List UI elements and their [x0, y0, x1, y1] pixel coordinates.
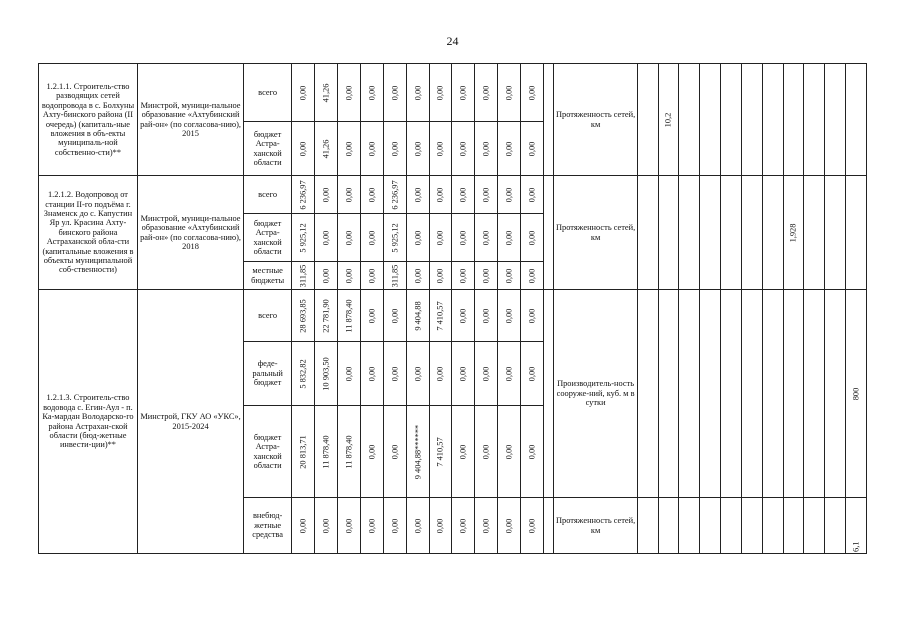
executor: Минстрой, ГКУ АО «УКС», 2015-2024 — [137, 290, 243, 554]
amount-value: 0,00 — [344, 518, 354, 533]
target-cell — [700, 64, 721, 176]
target-cell — [741, 64, 762, 176]
funding-source: внебюд-жетные средства — [244, 498, 292, 554]
amount-cell — [314, 214, 337, 262]
amount-cell — [292, 122, 315, 176]
amount-cell — [360, 406, 383, 498]
amount-value: 0,00 — [458, 518, 468, 533]
amount-value: 0,00 — [367, 141, 377, 156]
target-cell — [658, 64, 679, 176]
target-cell — [825, 498, 846, 554]
target-cell — [658, 290, 679, 498]
amount-value: 0,00 — [412, 268, 422, 283]
page-number: 24 — [446, 34, 459, 48]
amount-value: 0,00 — [504, 518, 514, 533]
target-cell — [741, 176, 762, 290]
amount-value: 0,00 — [435, 141, 445, 156]
amount-cell — [521, 214, 544, 262]
funding-source: всего — [244, 176, 292, 214]
amount-value: 0,00 — [389, 518, 399, 533]
target-cell — [804, 290, 825, 498]
amount-cell — [521, 342, 544, 406]
amount-cell — [475, 262, 498, 290]
amount-value: 0,00 — [458, 230, 468, 245]
amount-cell — [452, 290, 475, 342]
amount-value: 0,00 — [344, 268, 354, 283]
amount-value: 7 410,57 — [435, 300, 445, 331]
amount-value: 0,00 — [298, 85, 308, 100]
amount-value: 0,00 — [527, 518, 537, 533]
amount-cell — [429, 342, 452, 406]
amount-value: 0,00 — [527, 366, 537, 381]
amount-value: 0,00 — [298, 141, 308, 156]
amount-value: 0,00 — [344, 230, 354, 245]
amount-value: 0,00 — [389, 366, 399, 381]
amount-cell — [383, 64, 406, 122]
amount-cell — [429, 498, 452, 554]
measure-name: 1.2.1.2. Водопровод от станции II-го подъёма г. Знаменск до с. Капустин Яр ул. Красина Ахту-бинского района Астраханской обла-сти (капитальные вложения в объекты муниципальной соб-ственности) — [39, 176, 138, 290]
amount-cell — [475, 122, 498, 176]
amount-cell — [521, 498, 544, 554]
amount-cell — [429, 290, 452, 342]
amount-cell — [475, 342, 498, 406]
amount-cell — [292, 214, 315, 262]
amount-cell — [452, 406, 475, 498]
amount-cell — [314, 64, 337, 122]
target-cell — [637, 290, 658, 498]
amount-value: 0,00 — [527, 85, 537, 100]
table-row — [39, 64, 867, 122]
target-cell — [825, 176, 846, 290]
amount-value: 0,00 — [367, 308, 377, 323]
amount-cell — [475, 290, 498, 342]
amount-cell — [521, 176, 544, 214]
amount-value: 0,00 — [412, 85, 422, 100]
amount-value: 0,00 — [367, 518, 377, 533]
target-cell — [637, 176, 658, 290]
amount-value: 0,00 — [458, 366, 468, 381]
target-cell — [721, 64, 742, 176]
amount-value: 0,00 — [527, 308, 537, 323]
amount-value: 0,00 — [458, 187, 468, 202]
amount-value: 0,00 — [435, 268, 445, 283]
amount-cell — [383, 498, 406, 554]
funding-source: феде-ральный бюджет — [244, 342, 292, 406]
amount-cell — [406, 64, 429, 122]
amount-value: 0,00 — [321, 187, 331, 202]
amount-cell — [337, 64, 360, 122]
funding-source: всего — [244, 64, 292, 122]
target-value: 10,2 — [663, 112, 673, 127]
table-row — [39, 176, 867, 214]
amount-cell — [406, 214, 429, 262]
amount-cell — [521, 262, 544, 290]
amount-value: 0,00 — [435, 366, 445, 381]
target-value: 1,928 — [788, 223, 798, 242]
amount-cell — [406, 290, 429, 342]
amount-cell — [429, 406, 452, 498]
amount-cell — [360, 498, 383, 554]
target-cell — [679, 290, 700, 498]
target-cell — [825, 64, 846, 176]
amount-cell — [498, 176, 521, 214]
amount-value: 0,00 — [412, 187, 422, 202]
table-row — [39, 290, 867, 342]
amount-value: 5 925,12 — [298, 222, 308, 253]
amount-value: 0,00 — [389, 444, 399, 459]
amount-cell — [406, 342, 429, 406]
amount-value: 0,00 — [504, 268, 514, 283]
amount-cell — [292, 290, 315, 342]
amount-cell — [406, 406, 429, 498]
amount-value: 7 410,57 — [435, 436, 445, 467]
amount-cell — [360, 342, 383, 406]
target-cell — [637, 498, 658, 554]
amount-value: 0,00 — [527, 268, 537, 283]
target-cell — [762, 176, 783, 290]
amount-value: 0,00 — [344, 85, 354, 100]
target-cell — [846, 290, 867, 498]
amount-cell — [314, 262, 337, 290]
amount-value: 0,00 — [481, 268, 491, 283]
amount-value: 0,00 — [344, 141, 354, 156]
separator — [544, 498, 554, 554]
amount-cell — [314, 290, 337, 342]
amount-cell — [360, 262, 383, 290]
target-cell — [658, 176, 679, 290]
amount-value: 9 404,88****** — [412, 424, 422, 479]
amount-cell — [452, 64, 475, 122]
amount-value: 0,00 — [481, 141, 491, 156]
amount-cell — [498, 498, 521, 554]
amount-cell — [429, 262, 452, 290]
amount-value: 0,00 — [504, 187, 514, 202]
amount-cell — [452, 262, 475, 290]
amount-value: 0,00 — [458, 308, 468, 323]
target-cell — [846, 64, 867, 176]
amount-value: 0,00 — [412, 230, 422, 245]
amount-cell — [337, 176, 360, 214]
amount-value: 41,26 — [321, 83, 331, 102]
target-cell — [679, 176, 700, 290]
amount-cell — [498, 122, 521, 176]
amount-value: 0,00 — [389, 308, 399, 323]
amount-cell — [406, 498, 429, 554]
target-cell — [804, 64, 825, 176]
amount-cell — [360, 214, 383, 262]
target-cell — [783, 64, 804, 176]
amount-cell — [337, 290, 360, 342]
amount-cell — [521, 290, 544, 342]
amount-value: 0,00 — [481, 308, 491, 323]
amount-cell — [498, 290, 521, 342]
amount-value: 11 878,40 — [344, 298, 354, 333]
amount-value: 22 781,90 — [321, 298, 331, 333]
amount-value: 0,00 — [504, 85, 514, 100]
amount-value: 0,00 — [458, 85, 468, 100]
indicator-name: Протяженность сетей, км — [554, 176, 637, 290]
amount-cell — [292, 262, 315, 290]
amount-cell — [292, 406, 315, 498]
amount-value: 0,00 — [481, 230, 491, 245]
amount-cell — [429, 176, 452, 214]
amount-value: 0,00 — [412, 141, 422, 156]
target-cell — [825, 290, 846, 498]
amount-value: 0,00 — [367, 85, 377, 100]
amount-value: 0,00 — [504, 141, 514, 156]
amount-value: 0,00 — [367, 444, 377, 459]
funding-source: всего — [244, 290, 292, 342]
target-cell — [846, 176, 867, 290]
target-cell — [679, 64, 700, 176]
amount-cell — [521, 64, 544, 122]
target-cell — [741, 498, 762, 554]
amount-cell — [521, 406, 544, 498]
target-cell — [804, 176, 825, 290]
amount-cell — [498, 342, 521, 406]
amount-cell — [429, 64, 452, 122]
amount-cell — [452, 214, 475, 262]
amount-value: 0,00 — [435, 230, 445, 245]
amount-value: 0,00 — [481, 187, 491, 202]
amount-value: 311,85 — [298, 264, 308, 287]
amount-value: 0,00 — [527, 444, 537, 459]
amount-value: 0,00 — [435, 518, 445, 533]
amount-value: 0,00 — [367, 230, 377, 245]
target-cell — [700, 498, 721, 554]
amount-cell — [383, 176, 406, 214]
amount-value: 0,00 — [389, 85, 399, 100]
amount-value: 0,00 — [321, 230, 331, 245]
amount-cell — [337, 262, 360, 290]
target-cell — [762, 290, 783, 498]
executor: Минстрой, муници-пальное образование «Ахтубинский рай-он» (по согласова-нию), 2018 — [137, 176, 243, 290]
amount-value: 0,00 — [527, 230, 537, 245]
measure-name: 1.2.1.1. Строитель-ство разводящих сетей водопровода в с. Болхуны Ахту-бинского района (II очередь) (капиталь-ные вложения в объ-екты муниципаль-ной собственно-сти)** — [39, 64, 138, 176]
target-cell — [721, 498, 742, 554]
amount-value: 0,00 — [298, 518, 308, 533]
target-cell — [783, 290, 804, 498]
amount-value: 6 236,97 — [298, 179, 308, 210]
amount-cell — [475, 214, 498, 262]
amount-cell — [337, 498, 360, 554]
amount-cell — [452, 176, 475, 214]
amount-cell — [337, 342, 360, 406]
amount-cell — [360, 122, 383, 176]
amount-value: 0,00 — [344, 187, 354, 202]
funding-source: бюджет Астра-ханской области — [244, 406, 292, 498]
amount-value: 0,00 — [458, 268, 468, 283]
amount-value: 311,85 — [389, 264, 399, 287]
amount-cell — [337, 406, 360, 498]
measure-name: 1.2.1.3. Строитель-ство водовода с. Егин-Аул - п. Ка-мардан Володарско-го района Астрахан-ской области (бюд-жетные инвести-ции)** — [39, 290, 138, 554]
target-cell — [846, 498, 867, 554]
amount-cell — [429, 122, 452, 176]
amount-value: 41,26 — [321, 139, 331, 158]
indicator-name: Протяженность сетей, км — [554, 498, 637, 554]
indicator-name: Производитель-ность сооруже-ний, куб. м в сутки — [554, 290, 637, 498]
amount-value: 0,00 — [527, 187, 537, 202]
amount-value: 0,00 — [435, 85, 445, 100]
amount-value: 0,00 — [504, 308, 514, 323]
amount-cell — [475, 64, 498, 122]
amount-value: 6 236,97 — [389, 179, 399, 210]
amount-cell — [475, 498, 498, 554]
amount-cell — [383, 342, 406, 406]
amount-value: 20 813,71 — [298, 434, 308, 469]
amount-cell — [406, 122, 429, 176]
target-cell — [721, 176, 742, 290]
target-cell — [783, 176, 804, 290]
target-cell — [658, 498, 679, 554]
amount-value: 11 878,40 — [321, 434, 331, 469]
target-cell — [679, 498, 700, 554]
target-cell — [762, 498, 783, 554]
amount-cell — [406, 176, 429, 214]
target-value: 6,1 — [851, 541, 861, 552]
amount-cell — [383, 290, 406, 342]
target-value: 800 — [851, 387, 861, 400]
amount-cell — [360, 290, 383, 342]
amount-cell — [498, 214, 521, 262]
target-cell — [783, 498, 804, 554]
amount-value: 0,00 — [367, 366, 377, 381]
amount-value: 0,00 — [504, 366, 514, 381]
amount-cell — [521, 122, 544, 176]
amount-cell — [314, 406, 337, 498]
amount-cell — [383, 214, 406, 262]
amount-cell — [314, 122, 337, 176]
amount-value: 0,00 — [435, 187, 445, 202]
target-cell — [637, 64, 658, 176]
amount-value: 0,00 — [504, 444, 514, 459]
amount-value: 0,00 — [481, 366, 491, 381]
amount-cell — [475, 176, 498, 214]
amount-cell — [360, 64, 383, 122]
amount-value: 28 693,85 — [298, 298, 308, 333]
amount-value: 5 832,82 — [298, 358, 308, 389]
funding-source: бюджет Астра-ханской области — [244, 214, 292, 262]
separator — [544, 64, 554, 176]
amount-cell — [475, 406, 498, 498]
amount-value: 0,00 — [367, 187, 377, 202]
amount-value: 0,00 — [389, 141, 399, 156]
target-cell — [700, 290, 721, 498]
amount-value: 0,00 — [481, 85, 491, 100]
funding-source: местные бюджеты — [244, 262, 292, 290]
target-cell — [741, 290, 762, 498]
target-cell — [804, 498, 825, 554]
amount-value: 0,00 — [458, 444, 468, 459]
amount-value: 0,00 — [481, 444, 491, 459]
amount-cell — [498, 262, 521, 290]
amount-value: 10 903,50 — [321, 356, 331, 391]
amount-cell — [314, 342, 337, 406]
amount-cell — [383, 122, 406, 176]
target-cell — [762, 64, 783, 176]
amount-value: 5 925,12 — [389, 222, 399, 253]
amount-value: 0,00 — [321, 268, 331, 283]
amount-cell — [292, 342, 315, 406]
amount-cell — [314, 498, 337, 554]
amount-value: 0,00 — [344, 366, 354, 381]
amount-cell — [498, 406, 521, 498]
target-cell — [700, 176, 721, 290]
amount-cell — [337, 122, 360, 176]
amount-cell — [337, 214, 360, 262]
amount-cell — [383, 406, 406, 498]
amount-cell — [406, 262, 429, 290]
amount-cell — [452, 342, 475, 406]
amount-cell — [314, 176, 337, 214]
amount-cell — [452, 498, 475, 554]
amount-value: 9 404,88 — [412, 300, 422, 331]
amount-value: 11 878,40 — [344, 434, 354, 469]
amount-cell — [292, 64, 315, 122]
amount-value: 0,00 — [458, 141, 468, 156]
amount-cell — [360, 176, 383, 214]
amount-cell — [292, 498, 315, 554]
target-cell — [721, 290, 742, 498]
amount-cell — [429, 214, 452, 262]
funding-source: бюджет Астра-ханской области — [244, 122, 292, 176]
amount-cell — [498, 64, 521, 122]
amount-cell — [292, 176, 315, 214]
indicator-name: Протяженность сетей, км — [554, 64, 637, 176]
amount-value: 0,00 — [481, 518, 491, 533]
separator — [544, 176, 554, 290]
amount-cell — [383, 262, 406, 290]
executor: Минстрой, муници-пальное образование «Ахтубинский рай-он» (по согласова-нию), 2015 — [137, 64, 243, 176]
amount-value: 0,00 — [412, 366, 422, 381]
amount-cell — [452, 122, 475, 176]
amount-value: 0,00 — [412, 518, 422, 533]
amount-value: 0,00 — [504, 230, 514, 245]
amount-value: 0,00 — [321, 518, 331, 533]
separator — [544, 290, 554, 498]
amount-value: 0,00 — [527, 141, 537, 156]
amount-value: 0,00 — [367, 268, 377, 283]
program-table — [38, 63, 867, 554]
